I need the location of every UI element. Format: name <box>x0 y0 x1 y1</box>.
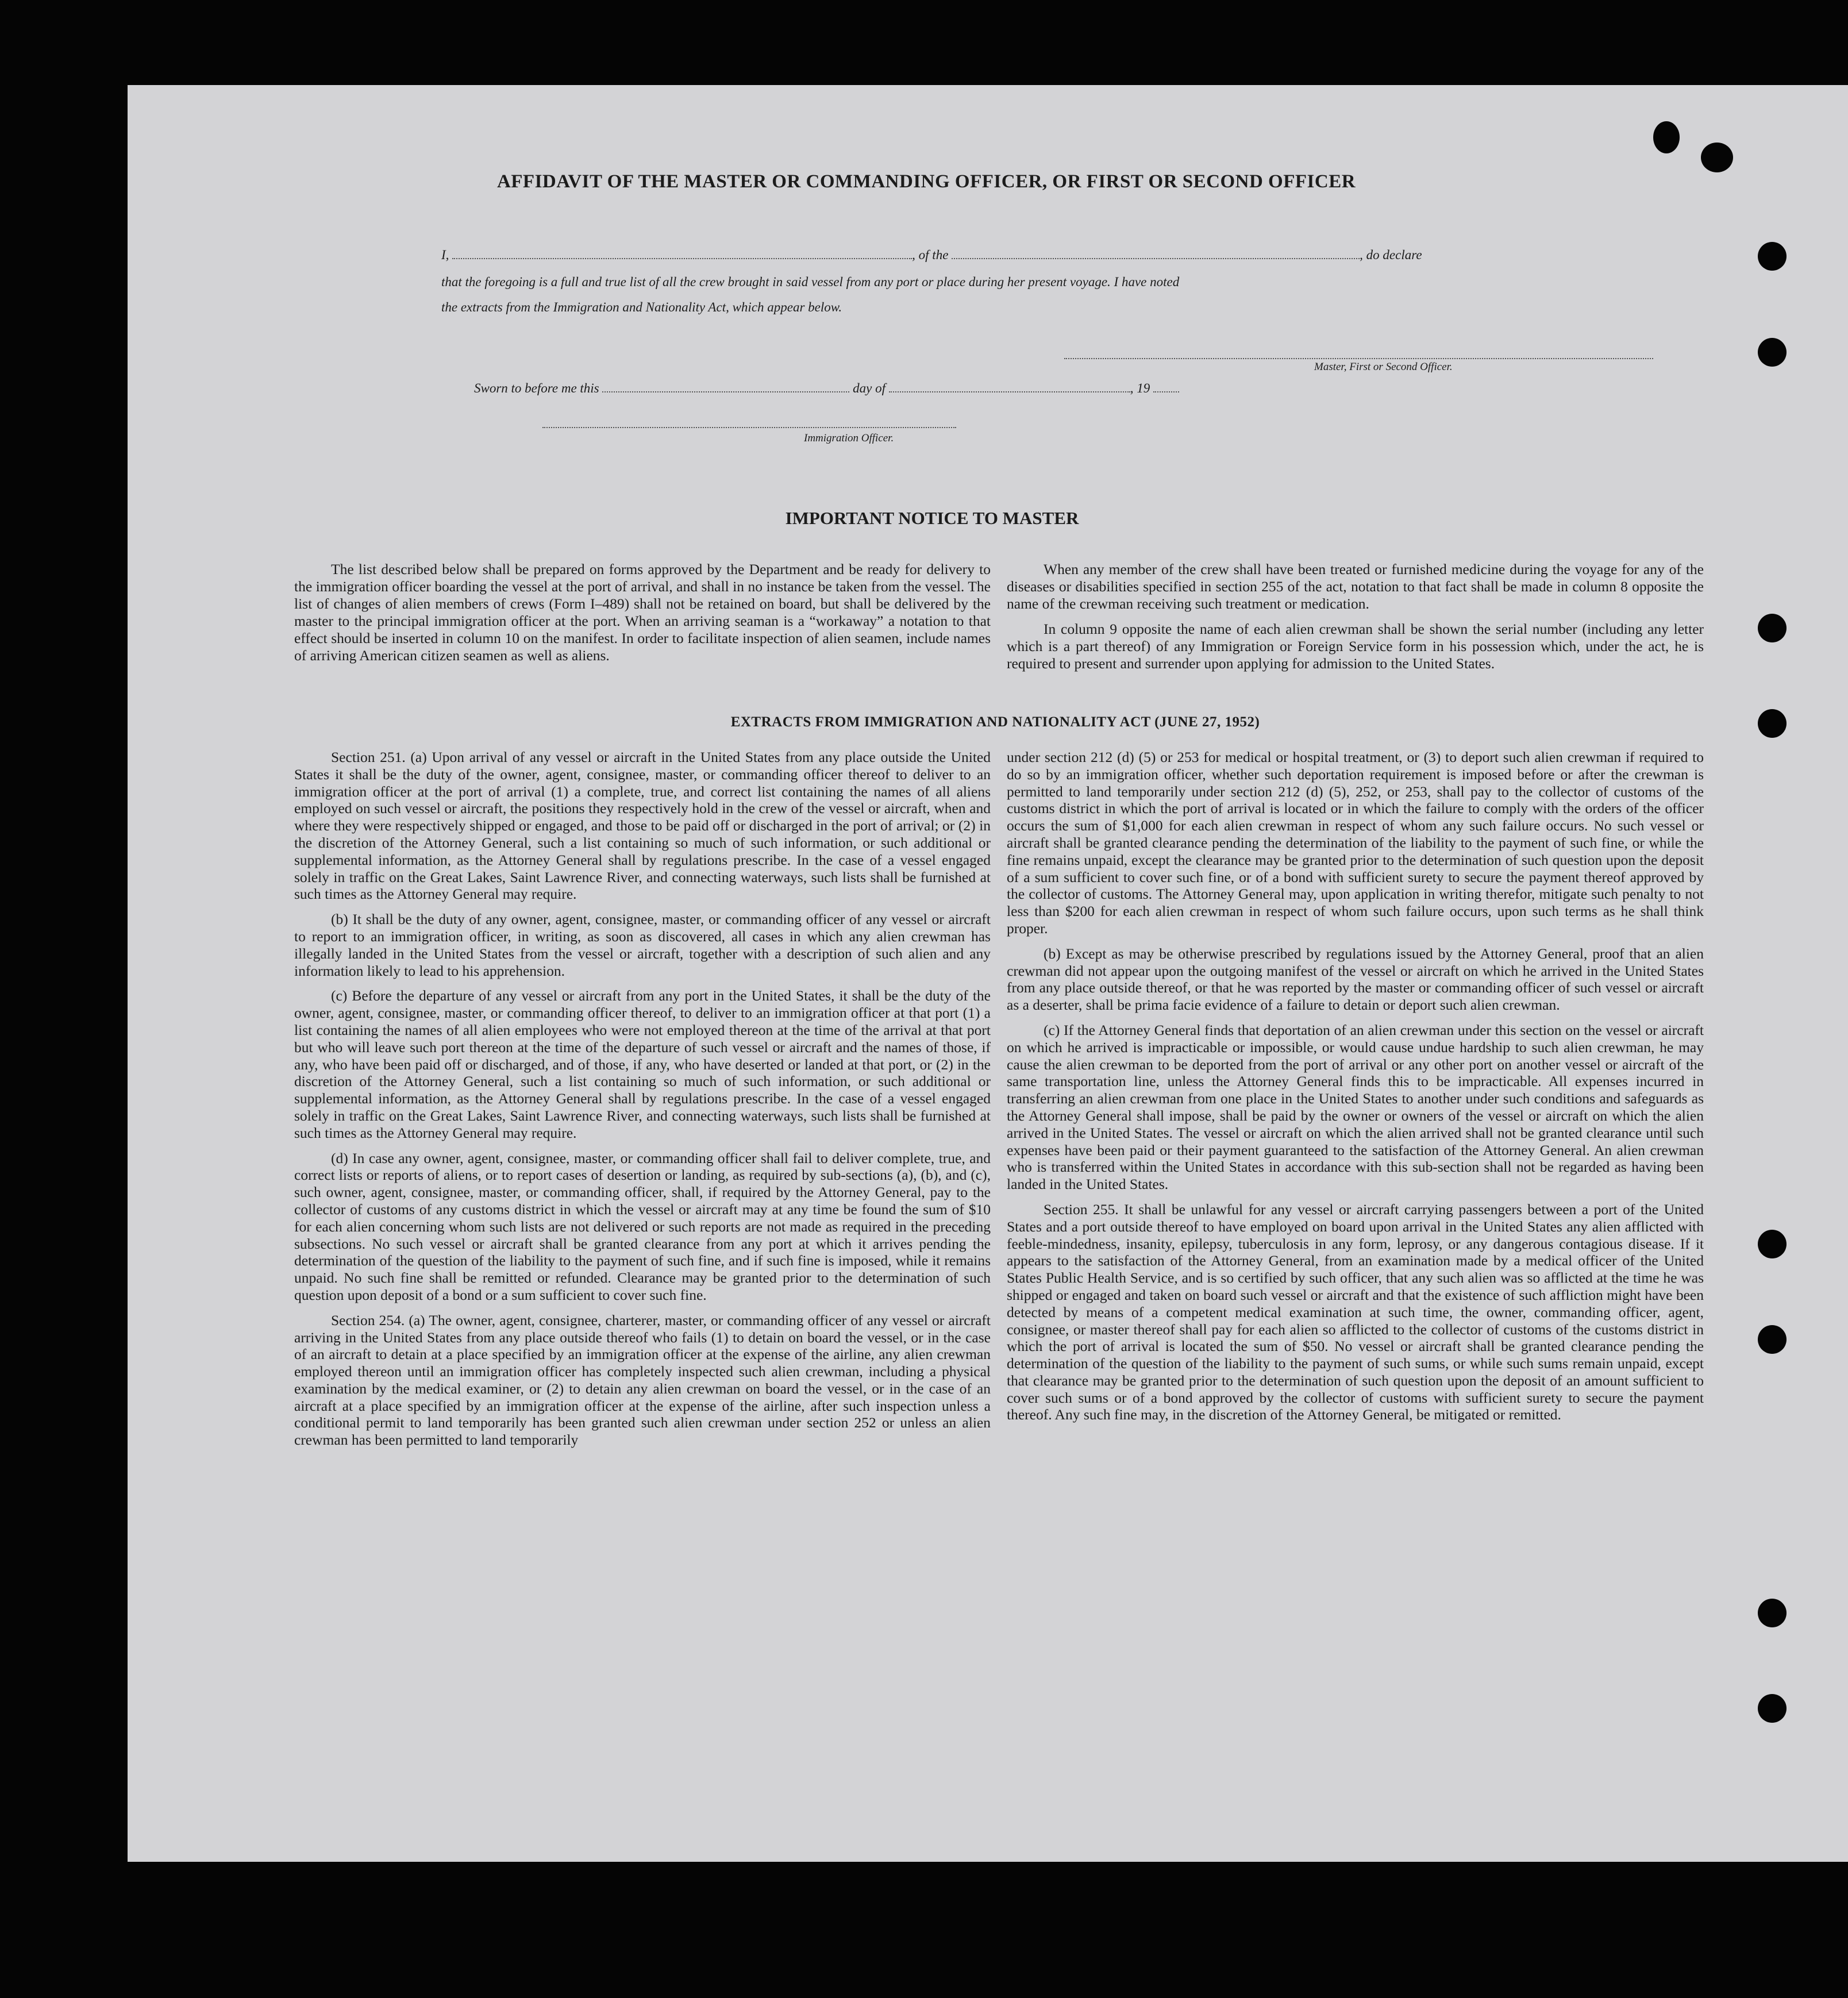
vessel-field[interactable] <box>952 248 1360 259</box>
name-field[interactable] <box>452 248 912 259</box>
day-of-label: day of <box>853 381 886 395</box>
declaration-statement-2: the extracts from the Immigration and Nationality Act, which appear below. <box>441 300 842 314</box>
punch-hole <box>1758 1325 1787 1354</box>
officer-signature-line[interactable] <box>542 427 956 428</box>
punch-hole <box>1758 1230 1787 1258</box>
section-254-b: (b) Except as may be otherwise prescribed by regulations issued by the Attorney General, proof that an alien crewman did not appear upon the outgoing manifest of the vessel or aircraft on which he arrived in the United States from any place outside thereof, or that he was reported by the master or commanding officer of such vessel or aircraft as a deserter, shall be prima facie evidence of a failure to detain or deport such alien crewman. <box>1007 945 1704 1014</box>
section-251-a: Section 251. (a) Upon arrival of any vessel or aircraft in the United States from any place outside the United States it shall be the duty of the owner, agent, consignee, master, or commanding officer thereof to deliver to an immigration officer at the port of arrival (1) a complete, true, and correct list containing the names of all aliens employed on such vessel or aircraft, the positions they respectively hold in the crew of the vessel or aircraft, when and where they were respectively shipped or engaged, and those to be paid off or discharged in the port of arrival; or (2) in the discretion of the Attorney General, such a list containing so much of such information, or such additional or supplemental information, as the Attorney General shall by regulations prescribe. In the case of a vessel engaged solely in traffic on the Great Lakes, Saint Lawrence River, and connecting waterways, such lists shall be furnished at such times as the Attorney General may require. <box>294 749 991 903</box>
section-254-c: (c) If the Attorney General finds that deportation of an alien crewman under this section on the vessel or aircraft on which he arrived is impracticable or impossible, or would cause undue hardship to such alien crewman, he may cause the alien crewman to be deported from the port of arrival or any other port on another vessel or aircraft of the same transportation line, unless the Attorney General finds this to be impracticable. All expenses incurred in transferring an alien crewman from one place in the United States to another under such conditions and safeguards as the Attorney General shall impose, shall be paid by the owner or owners of the vessel or aircraft on which the alien arrived in the United States. The vessel or aircraft on which the alien arrived shall not be granted clearance until such expenses have been paid or their payment guaranteed to the satisfaction of the Attorney General. An alien crewman who is transferred within the United States in accordance with this sub-section shall not be regarded as having been landed in the United States. <box>1007 1021 1704 1193</box>
notice-left-paragraph: The list described below shall be prepared on forms approved by the Department and be ready for delivery to the immigration officer boarding the vessel at the port of arrival, and shall in no instance be taken from the vessel. The list of changes of alien members of crews (Form I–489) shall not be retained on board, but shall be delivered by the master to the principal immigration officer at the port. When an arriving seaman is a “workaway” a notation to that effect should be inserted in column 10 on the manifest. In order to facilitate inspection of alien seamen, include names of arriving American citizen seamen as well as aliens. <box>294 561 991 664</box>
notice-left-column <box>294 561 991 664</box>
declaration-statement-1: that the foregoing is a full and true list of all the crew brought in said vessel from any port or place during her present voyage. I have noted <box>441 275 1180 289</box>
master-signature-label: Master, First or Second Officer. <box>1314 361 1453 373</box>
master-signature-line[interactable] <box>1064 358 1653 359</box>
i-label: I, <box>441 248 449 262</box>
extracts-title: EXTRACTS FROM IMMIGRATION AND NATIONALITY ACT (JUNE 27, 1952) <box>730 714 1260 730</box>
year-label: , 19 <box>1130 381 1150 395</box>
section-251-d: (d) In case any owner, agent, consignee, master, or commanding officer shall fail to deliver complete, true, and correct lists or reports of aliens, or to report cases of desertion or landing, as required by sub-sections (a), (b), and (c), such owner, agent, consignee, master, or commanding officer, shall, if required by the Attorney General, pay to the collector of customs of any customs district in which the vessel or aircraft may at any time be found the sum of $10 for each alien concerning whom such lists are not delivered or such reports are not made as required in the preceding subsections. No such vessel or aircraft shall be granted clearance from any port at which it arrives pending the determination of the question of the liability to the payment of such fine, and if such fine is imposed, while it remains unpaid. No such fine shall be remitted or refunded. Clearance may be granted prior to the determination of such question upon deposit of a bond or a sum sufficient to cover such fine. <box>294 1149 991 1303</box>
punch-hole <box>1758 1599 1787 1627</box>
section-251-b: (b) It shall be the duty of any owner, agent, consignee, master, or commanding officer of any vessel or aircraft to report to an immigration officer, in writing, as soon as discovered, all cases in which any alien crewman has illegally landed in the United States from the vessel or aircraft, together with a description of such alien and any information likely to lead to his apprehension. <box>294 911 991 979</box>
of-the-label: , of the <box>912 248 949 262</box>
extracts-left-column <box>294 749 991 1449</box>
punch-hole <box>1758 338 1787 367</box>
notice-right-paragraph-1: When any member of the crew shall have been treated or furnished medicine during the voyage for any of the diseases or disabilities specified in section 255 of the act, notation to that fact shall be made in column 8 opposite the name of the crewman receiving such treatment or medication. <box>1007 561 1704 612</box>
punch-hole <box>1653 121 1680 153</box>
sworn-year-field[interactable] <box>1153 381 1179 392</box>
notice-right-paragraph-2: In column 9 opposite the name of each alien crewman shall be shown the serial number (including any letter which is a part thereof) of any Immigration or Foreign Service form in his possession which, under the act, he is required to present and surrender upon applying for admission to the United States. <box>1007 621 1704 672</box>
punch-hole <box>1758 709 1787 738</box>
sworn-day-field[interactable] <box>602 381 849 392</box>
sworn-label: Sworn to before me this <box>474 381 599 395</box>
extracts-right-column <box>1007 749 1704 1423</box>
affidavit-title: AFFIDAVIT OF THE MASTER OR COMMANDING OFFICER, OR FIRST OR SECOND OFFICER <box>496 171 1356 192</box>
sworn-month-field[interactable] <box>889 381 1130 392</box>
section-254-a: Section 254. (a) The owner, agent, consignee, charterer, master, or commanding officer of any vessel or aircraft arriving in the United States from any place outside thereof who fails (1) to detain on board the vessel, or in the case of an aircraft to detain at a place specified by an immigration officer at the expense of the airline, any alien crewman employed thereon until an immigration officer has completely inspected such alien crewman, including a physical examination by the medical examiner, or (2) to detain any alien crewman on board the vessel, or in the case of an aircraft at a place specified by an immigration officer at the expense of the airline, after such inspection unless a conditional permit to land temporarily has been granted such alien crewman under section 252 or unless an alien crewman has been permitted to land temporarily <box>294 1311 991 1449</box>
section-255: Section 255. It shall be unlawful for any vessel or aircraft carrying passengers between a port of the United States and a port outside thereof to have employed on board upon arrival in the United States any alien afflicted with feeble-mindedness, insanity, epilepsy, tuberculosis in any form, leprosy, or any dangerous contagious disease. If it appears to the satisfaction of the Attorney General, from an examination made by a medical officer of the United States Public Health Service, and is so certified by such officer, that any such alien was so afflicted at the time he was shipped or engaged and taken on board such vessel or aircraft and that the existence of such affliction might have been detected by means of a competent medical examination at such time, the owner, commanding officer, agent, consignee, or master thereof shall pay for each alien so afflicted to the collector of customs of the customs district in which the port of arrival is located the sum of $50. No vessel or aircraft shall be granted clearance pending the determination of the question of the liability to the payment of such sums, or while such sums remain unpaid, except that clearance may be granted prior to the determination of such question upon the deposit of an amount sufficient to cover such sums or of a bond approved by the collector of customs with sufficient surety to secure the payment thereof. Any such fine may, in the discretion of the Attorney General, be mitigated or remitted. <box>1007 1200 1704 1423</box>
notice-right-column <box>1007 561 1704 672</box>
section-254-a-continued: under section 212 (d) (5) or 253 for medical or hospital treatment, or (3) to deport such alien crewman if required to do so by an immigration officer, whether such deportation requirement is imposed before or after the crewman is permitted to land temporarily under section 212 (d) (5), 252, or 253, shall pay to the collector of customs of the customs district in which the port of arrival is located or in which the failure to comply with the orders of the officer occurs the sum of $1,000 for each alien crewman in respect of whom any such failure occurs. No such vessel or aircraft shall be granted clearance pending the determination of the liability to the payment of such fine, or while the fine remains unpaid, except the clearance may be granted prior to the determination of such question upon the deposit of a sum sufficient to cover such fine, or of a bond with sufficient surety to secure the payment thereof approved by the collector of customs. The Attorney General may, upon application in writing therefor, mitigate such penalty to not less than $200 for each alien crewman in respect of whom such failure occurs, upon such terms as he shall think proper. <box>1007 749 1704 937</box>
punch-hole <box>1701 143 1733 172</box>
punch-hole <box>1758 1694 1787 1723</box>
punch-hole <box>1758 242 1787 271</box>
declaration-line <box>441 248 1422 263</box>
document-page <box>128 85 1848 1862</box>
notice-title: IMPORTANT NOTICE TO MASTER <box>785 508 1079 528</box>
punch-hole <box>1758 614 1787 642</box>
do-declare-label: , do declare <box>1360 248 1422 262</box>
section-251-c: (c) Before the departure of any vessel or aircraft from any port in the United States, it shall be the duty of the owner, agent, consignee, master, or commanding officer thereof, to deliver to an immigration officer at that port (1) a list containing the names of all alien employees who were not employed thereon at the time of the arrival at that port but who will leave such port thereon at the time of the departure of such vessel or aircraft and the names of those, if any, who have been paid off or discharged, and of those, if any, who have deserted or landed at that port, or (2) in the discretion of the Attorney General, such a list containing so much of such information, or such additional or supplemental information, as the Attorney General shall by regulations prescribe. In the case of a vessel engaged solely in traffic on the Great Lakes, Saint Lawrence River, and connecting waterways, such lists shall be furnished at such times as the Attorney General may require. <box>294 987 991 1141</box>
sworn-line <box>474 381 1179 396</box>
officer-signature-label: Immigration Officer. <box>804 432 894 444</box>
